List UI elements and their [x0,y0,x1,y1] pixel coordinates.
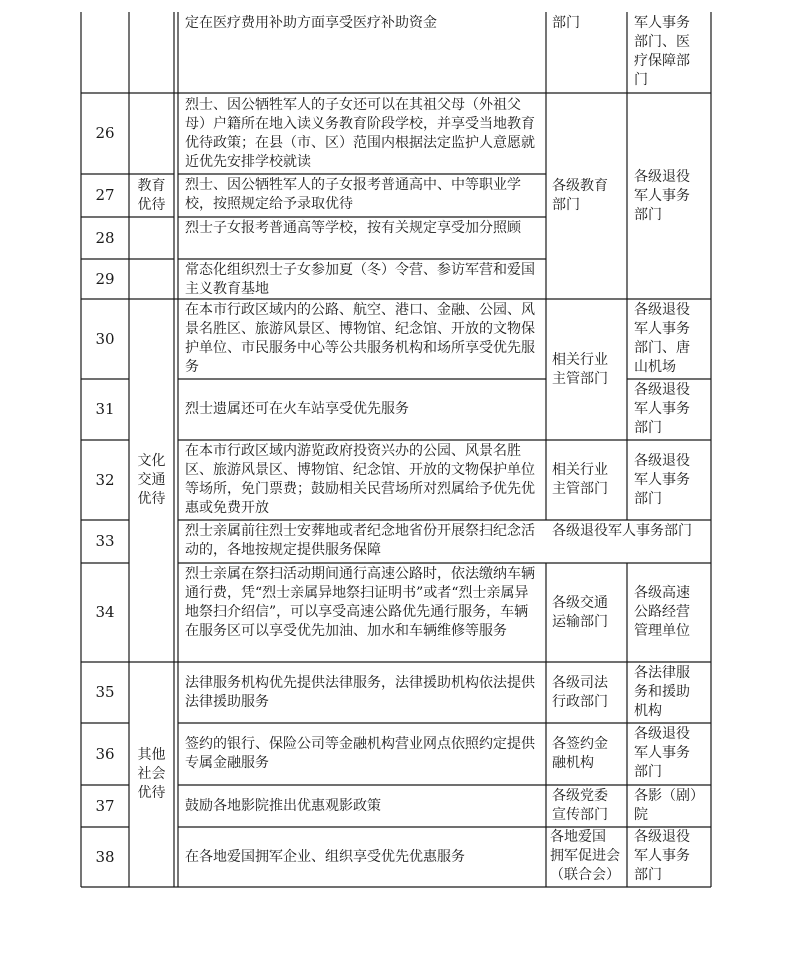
row-content: 定在医疗费用补助方面享受医疗补助资金 [185,15,437,31]
row-number-30: 30 [95,329,115,348]
row-department-32: 相关行业 主管部门 [552,462,608,497]
row-content-31: 烈士遗属还可在火车站享受优先服务 [185,401,409,417]
row-number-36: 36 [95,744,115,763]
row-responsible-37: 各影（剧） 院 [634,788,704,823]
row-number-38: 38 [95,847,115,866]
row-number-34: 34 [95,603,115,621]
row-number-26: 26 [95,124,115,142]
row-responsible-32: 各级退役 军人事务 部门 [634,452,690,507]
row-content-35: 法律服务机构优先提供法律服务，法律援助机构依法提供法律援助服务 [185,674,535,710]
row-responsible-36: 各级退役 军人事务 部门 [634,726,690,780]
row-responsible: 军人事务 部门、医 疗保障部 门 [634,15,690,88]
row-responsible-34: 各级高速 公路经营 管理单位 [634,585,690,639]
row-department-38: 各地爱国 拥军促进会 （联合会） [550,829,620,883]
row-number-35: 35 [95,683,115,701]
row-responsible-30: 各级退役 军人事务 部门、唐 山机场 [634,302,690,375]
merged-education-responsible: 各级退役 军人事务 部门 [634,168,690,223]
row-responsible-35: 各法律服 务和援助 机构 [634,665,690,719]
row-content-37: 鼓励各地影院推出优惠观影政策 [185,797,381,814]
row-department-35: 各级司法 行政部门 [552,674,608,710]
merged-education-department: 各级教育 部门 [552,178,608,213]
row-number-28: 28 [95,228,115,247]
row-content-27: 烈士、因公牺牲军人的子女报考普通高中、中等职业学校，按照规定给予录取优待 [185,177,521,212]
row-content-34: 烈士亲属在祭扫活动期间通行高速公路时，依法缴纳车辆通行费，凭“烈士亲属异地祭扫证明书”或者“烈士亲属异地祭扫介绍信”，可以享受高速公路优先通行服务，车辆在服务区可以享受优先加油、加水和车辆维修等服务 [185,566,535,639]
row-department: 部门 [552,15,580,31]
row-number-31: 31 [95,400,115,418]
row-content-33: 烈士亲属前往烈士安葬地或者纪念地省份开展祭扫纪念活动的，各地按规定提供服务保障 [185,523,535,558]
row-content-30: 在本市行政区域内的公路、航空、港口、金融、公园、风景名胜区、旅游风景区、博物馆、纪念馆、开放的文物保护单位、市民服务中心等公共服务机构和场所享受优先服务 [185,302,535,375]
row-content-28: 烈士子女报考普通高等学校，按有关规定享受加分照顾 [185,220,521,236]
row-department-37: 各级党委 宣传部门 [552,788,608,823]
row-number-37: 37 [95,796,115,815]
merged-rows-30-31-department: 相关行业 主管部门 [552,351,608,387]
row-content-32: 在本市行政区域内游览政府投资兴办的公园、风景名胜区、旅游风景区、博物馆、纪念馆、开放的文物保护单位等场所，免门票费；鼓励相关民营场所对烈属给予优先优惠或免费开放 [185,443,535,516]
row-department-36: 各签约金 融机构 [552,736,608,771]
row-number-32: 32 [95,470,115,489]
category-education: 教育 优待 [137,178,166,213]
row-department-merged-33: 各级退役军人事务部门 [552,523,692,539]
row-content-26: 烈士、因公牺牲军人的子女还可以在其祖父母（外祖父母）户籍所在地入读义务教育阶段学校，并享受当地教育优待政策；在县（市、区）范围内根据法定监护人意愿就近优先安排学校就读 [185,97,535,170]
row-responsible-31: 各级退役 军人事务 部门 [634,382,690,436]
category-culture-transport: 文化 交通 优待 [137,453,166,507]
row-content-36: 签约的银行、保险公司等金融机构营业网点依照约定提供专属金融服务 [185,736,535,771]
row-department-34: 各级交通 运输部门 [552,594,608,630]
row-number-29: 29 [95,269,115,288]
row-responsible-38: 各级退役 军人事务 部门 [634,829,690,883]
row-content-29: 常态化组织烈士子女参加夏（冬）令营、参访军营和爱国主义教育基地 [185,262,535,297]
category-other-social: 其他 社会 优待 [137,747,166,801]
row-content-38: 在各地爱国拥军企业、组织享受优先优惠服务 [185,848,465,865]
row-number-27: 27 [95,186,115,204]
row-number-33: 33 [95,532,115,550]
